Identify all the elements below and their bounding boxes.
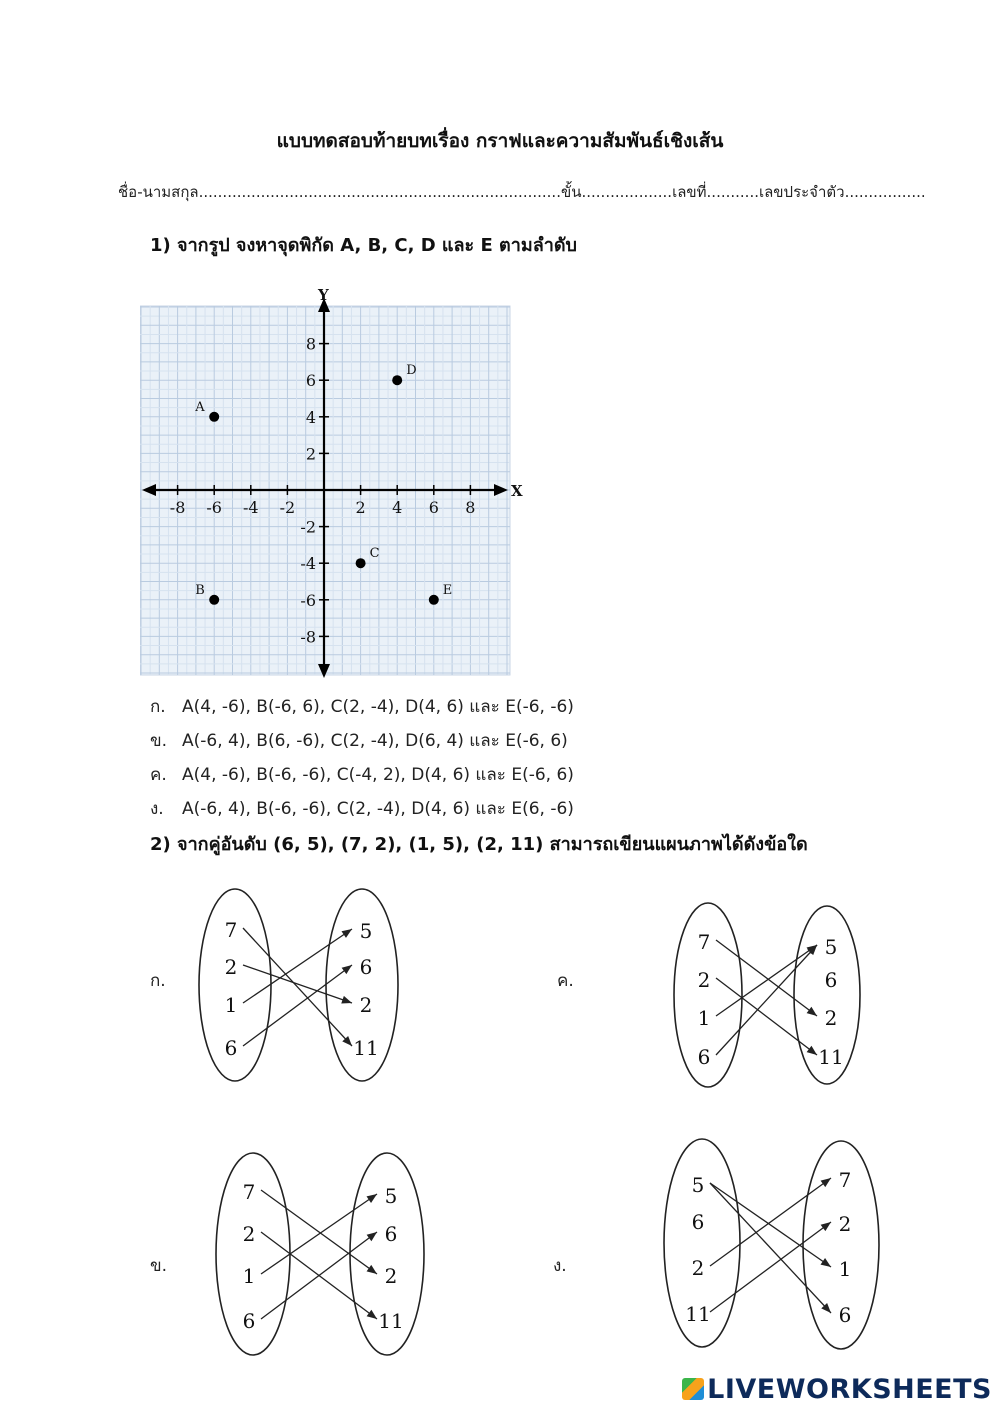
range-value: 2 <box>838 1212 852 1236</box>
mapping-arrow <box>243 965 352 1003</box>
y-tick-label: -4 <box>300 554 316 574</box>
choice-label: ข. <box>150 731 168 751</box>
arrowhead-icon <box>367 1232 377 1241</box>
choice-text: A(-6, 4), B(-6, -6), C(2, -4), D(4, 6) และ E(6, -6) <box>182 799 574 819</box>
x-tick-label: 2 <box>355 498 366 517</box>
y-tick-label: -6 <box>300 590 316 610</box>
brand-text: LIVEWORKSHEETS <box>707 1374 992 1405</box>
mapping-arrow <box>243 965 352 1046</box>
arrowhead-icon <box>366 1194 377 1203</box>
q2-option-label-b[interactable]: ข. <box>150 1256 168 1276</box>
range-value: 11 <box>378 1309 404 1333</box>
point-e <box>429 595 439 605</box>
point-b <box>209 595 219 605</box>
domain-value: 2 <box>697 968 711 992</box>
question-1-prompt: 1) จากรูป จงหาจุดพิกัด A, B, C, D และ E ตามลำดับ <box>150 235 577 256</box>
domain-value: 7 <box>224 918 238 942</box>
domain-value: 7 <box>697 930 711 954</box>
x-tick-label: -2 <box>279 498 296 517</box>
y-tick-label: 4 <box>305 407 316 427</box>
choice-text: A(-6, 4), B(6, -6), C(2, -4), D(6, 4) และ E(-6, 6) <box>182 731 568 751</box>
domain-value: 5 <box>691 1173 705 1197</box>
range-value: 2 <box>359 993 373 1017</box>
mapping-diagram-d <box>660 1135 885 1355</box>
choice-label: ก. <box>150 697 166 717</box>
arrowhead-icon <box>821 1258 831 1267</box>
range-value: 6 <box>838 1303 852 1327</box>
y-tick-label: 2 <box>305 444 316 464</box>
x-tick-label: 8 <box>465 498 476 517</box>
mapping-arrow <box>710 1222 831 1312</box>
point-label: D <box>406 363 417 379</box>
arrowhead-icon <box>807 1046 817 1055</box>
arrowhead-icon <box>341 929 352 938</box>
x-axis-label: X <box>511 482 523 500</box>
range-value: 5 <box>824 935 838 959</box>
mapping-arrow <box>710 1178 831 1266</box>
arrowhead-icon <box>367 1310 377 1319</box>
y-tick-label: -2 <box>300 517 316 537</box>
mapping-diagram-b <box>213 1148 433 1363</box>
point-c <box>356 558 366 568</box>
domain-value: 1 <box>242 1264 256 1288</box>
arrowhead-icon <box>821 1178 831 1187</box>
range-value: 5 <box>359 919 373 943</box>
range-value: 6 <box>384 1222 398 1246</box>
liveworksheets-logo[interactable] <box>682 1374 992 1405</box>
x-tick-label: 4 <box>392 498 403 517</box>
q1-choice-d[interactable] <box>150 795 574 822</box>
domain-value: 7 <box>242 1180 256 1204</box>
choice-label: ค. <box>150 765 167 785</box>
q2-option-label-a[interactable]: ก. <box>150 971 166 991</box>
x-tick-label: 6 <box>428 498 439 517</box>
arrowhead-icon <box>342 965 352 974</box>
y-tick-label: 6 <box>305 371 316 391</box>
mapping-arrow <box>710 1183 831 1267</box>
x-tick-label: -8 <box>169 498 186 517</box>
q2-option-label-c[interactable]: ค. <box>557 971 574 991</box>
point-a <box>209 412 219 422</box>
mapping-arrow <box>243 928 352 1046</box>
arrowhead-icon <box>821 1222 831 1231</box>
mapping-diagram-c <box>670 900 870 1095</box>
choice-text: A(4, -6), B(-6, 6), C(2, -4), D(4, 6) และ E(-6, -6) <box>182 697 574 717</box>
arrowhead-icon <box>341 996 352 1004</box>
y-tick-label: 8 <box>305 334 316 354</box>
range-value: 11 <box>353 1036 379 1060</box>
domain-value: 1 <box>697 1006 711 1030</box>
logo-mark-icon <box>682 1378 704 1400</box>
range-value: 6 <box>359 955 373 979</box>
range-value: 6 <box>824 968 838 992</box>
range-value: 7 <box>838 1168 852 1192</box>
point-d <box>392 375 402 385</box>
range-value: 2 <box>384 1264 398 1288</box>
domain-value: 6 <box>242 1309 256 1333</box>
q1-choice-c[interactable] <box>150 761 574 788</box>
student-info-line: ชื่อ-นามสกุล............................................................................ขั้น...................เลขที่...........เลขประจำตัว................. <box>118 183 926 201</box>
y-tick-label: -8 <box>300 627 316 647</box>
domain-value: 6 <box>224 1036 238 1060</box>
mapping-arrow <box>716 945 817 1055</box>
q1-choice-a[interactable] <box>150 693 574 720</box>
range-value: 11 <box>818 1045 844 1069</box>
question-2-prompt: 2) จากคู่อันดับ (6, 5), (7, 2), (1, 5), (2, 11) สามารถเขียนแผนภาพได้ดังข้อใด <box>150 834 808 855</box>
domain-value: 2 <box>224 955 238 979</box>
page-title: แบบทดสอบท้ายบทเรื่อง กราฟและความสัมพันธ์เชิงเส้น <box>276 130 724 152</box>
q2-option-label-d[interactable]: ง. <box>553 1256 567 1276</box>
arrowhead-icon <box>367 1265 377 1274</box>
x-tick-label: -6 <box>206 498 222 517</box>
choice-label: ง. <box>150 799 164 819</box>
range-value: 1 <box>838 1257 852 1281</box>
domain-value: 2 <box>242 1222 256 1246</box>
domain-value: 6 <box>691 1210 705 1234</box>
choice-text: A(4, -6), B(-6, -6), C(-4, 2), D(4, 6) และ E(-6, 6) <box>182 765 574 785</box>
q1-choice-b[interactable] <box>150 727 568 754</box>
mapping-arrow <box>243 929 352 1003</box>
point-label: A <box>195 399 205 415</box>
mapping-arrow <box>710 1183 831 1313</box>
domain-value: 1 <box>224 993 238 1017</box>
point-label: B <box>195 582 205 598</box>
mapping-arrow <box>716 978 817 1055</box>
domain-value: 6 <box>697 1045 711 1069</box>
range-value: 5 <box>384 1184 398 1208</box>
coordinate-graph <box>140 288 530 683</box>
point-label: C <box>369 546 380 562</box>
y-axis-label: Y <box>318 288 329 304</box>
domain-value: 2 <box>691 1256 705 1280</box>
point-label: E <box>442 582 453 598</box>
mapping-diagram-a <box>195 885 410 1085</box>
range-value: 2 <box>824 1006 838 1030</box>
domain-value: 11 <box>685 1302 711 1326</box>
arrowhead-icon <box>807 1007 817 1016</box>
x-tick-label: -4 <box>243 498 259 517</box>
